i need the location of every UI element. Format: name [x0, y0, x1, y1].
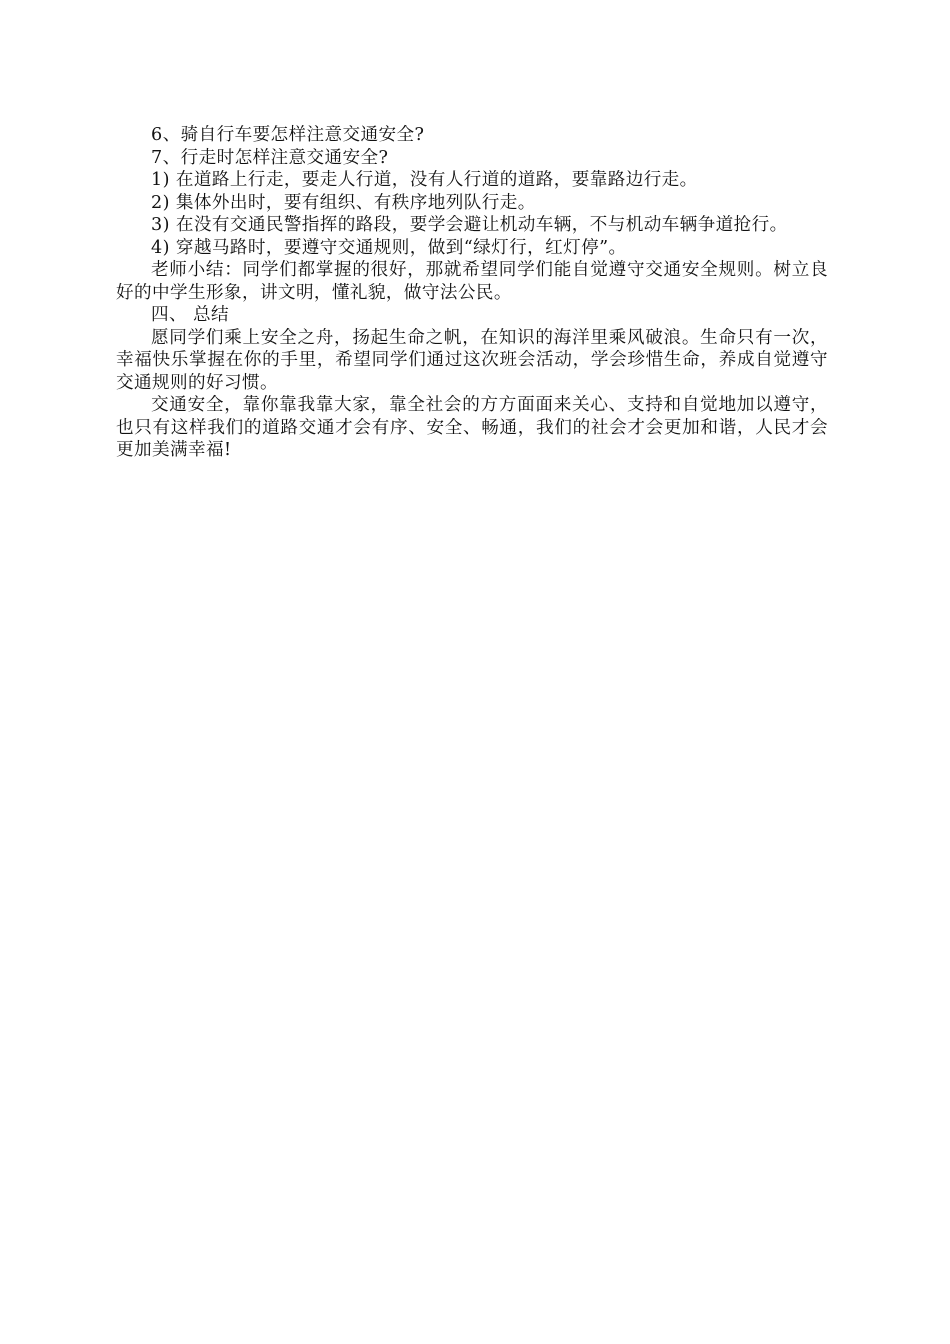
question-6: 6、骑自行车要怎样注意交通安全? [151, 125, 425, 145]
closing-paragraph-2: 交通安全，靠你靠我靠大家，靠全社会的方方面面来关心、支持和自觉地加以遵守，也只有这样我们的道路交通才会有序、安全、畅通，我们的社会才会更加和谐，人民才会更加美满幸福! [116, 395, 828, 460]
list-item-3: 3) 在没有交通民警指挥的路段，要学会避让机动车辆，不与机动车辆争道抢行。 [151, 215, 788, 235]
list-item-1: 1) 在道路上行走，要走人行道，没有人行道的道路，要靠路边行走。 [151, 170, 698, 190]
list-item-2: 2) 集体外出时，要有组织、有秩序地列队行走。 [151, 192, 536, 213]
section-heading-summary: 四、 总结 [151, 305, 229, 325]
question-7: 7、行走时怎样注意交通安全? [151, 147, 389, 168]
teacher-summary: 老师小结：同学们都掌握的很好，那就希望同学们能自觉遵守交通安全规则。树立良好的中学生形象，讲文明，懂礼貌，做守法公民。 [116, 260, 828, 303]
document-body [116, 124, 828, 462]
list-item-4: 4) 穿越马路时，要遵守交通规则，做到“绿灯行，红灯停”。 [151, 237, 627, 258]
closing-paragraph-1: 愿同学们乘上安全之舟，扬起生命之帆，在知识的海洋里乘风破浪。生命只有一次，幸福快乐掌握在你的手里，希望同学们通过这次班会活动，学会珍惜生命，养成自觉遵守交通规则的好习惯。 [116, 327, 828, 393]
